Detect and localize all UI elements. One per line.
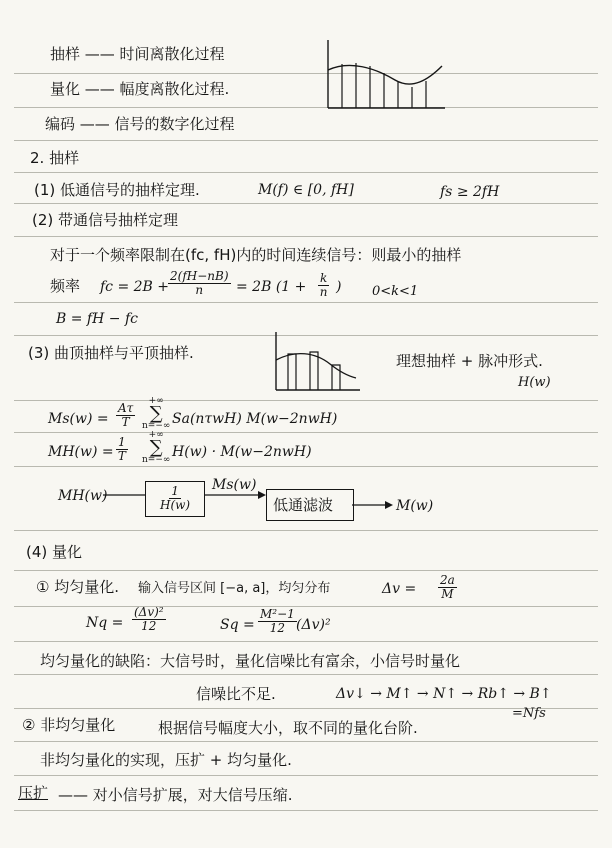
block-mid-label: Ms(w) — [212, 477, 257, 493]
signal-power-den: 12 — [269, 621, 286, 635]
inverse-filter-fraction — [160, 485, 190, 512]
coding-definition: 编码 —— 信号的数字化过程 — [45, 115, 235, 133]
signal-power-lhs: Sq = — [220, 617, 255, 633]
signal-power-fraction — [258, 608, 297, 635]
k-denominator: n — [319, 285, 328, 299]
fraction-numerator: 2(fH−nB) — [170, 269, 229, 283]
flat-top-sampling-label: (3) 曲顶抽样与平顶抽样. — [28, 344, 194, 362]
lowpass-filter-block — [266, 489, 354, 521]
step-size-den: M — [441, 587, 454, 601]
quantization-definition: 量化 —— 幅度离散化过程. — [50, 80, 230, 98]
ms-lhs: Ms(w) = — [48, 411, 109, 427]
sigma-icon: ∑ — [149, 403, 163, 424]
nyquist-condition: fs ≥ 2fH — [440, 184, 500, 200]
mh-coefficient-num: 1 — [118, 435, 126, 449]
step-size-fraction — [438, 574, 457, 601]
lowpass-filter-label: 低通滤波 — [273, 496, 334, 514]
bandpass-eq-rhs: = 2B (1 + — [236, 279, 307, 295]
noise-power-lhs: Nq = — [86, 615, 124, 631]
eq-close-paren: ) — [336, 279, 342, 295]
bandwidth-definition: B = fH − fc — [56, 311, 138, 327]
k-numerator: k — [320, 271, 328, 285]
uniform-quantization-desc: 输入信号区间 [−a, a]，均匀分布 — [138, 581, 331, 596]
nonuniform-quantization-desc: 根据信号幅度大小，取不同的量化台阶. — [158, 719, 418, 737]
bitrate-note: =Nfs — [512, 706, 546, 721]
lowpass-spectrum-formula: M(f) ∈ [0, fH] — [258, 182, 354, 198]
uniform-defect-line2: 信噪比不足. — [196, 685, 276, 703]
nonuniform-quantization-label: ② 非均匀量化 — [22, 716, 116, 734]
ideal-sampling-note: 理想抽样 + 脉冲形式. — [396, 352, 543, 370]
noise-power-den: 12 — [141, 619, 157, 633]
companding-desc: —— 对小信号扩展，对大信号压缩. — [58, 786, 293, 804]
companding-label: 压扩 — [18, 784, 49, 802]
bandpass-theorem-label: (2) 带通信号抽样定理 — [32, 211, 179, 229]
signal-power-num: M²−1 — [260, 607, 295, 621]
section-2-heading: 2. 抽样 — [30, 149, 80, 167]
mh-rhs: H(w) · M(w−2nwH) — [172, 444, 312, 460]
bandpass-fc-lhs: fc = 2B + — [100, 279, 170, 295]
frequency-label: 频率 — [50, 277, 81, 295]
ms-sum-lower: n=−∞ — [142, 421, 171, 431]
k-range: 0<k<1 — [372, 284, 419, 299]
step-size-lhs: Δv = — [382, 581, 417, 597]
inverse-filter-num: 1 — [171, 484, 179, 498]
block-input-label: MH(w) — [58, 488, 108, 504]
ms-coefficient-num: Aτ — [118, 401, 134, 415]
lowpass-theorem-label: (1) 低通信号的抽样定理. — [34, 181, 200, 199]
mh-lhs: MH(w) = — [48, 444, 114, 460]
uniform-quantization-label: ① 均匀量化. — [36, 578, 119, 596]
ms-rhs: Sa(nτwH) M(w−2nwH) — [172, 411, 338, 427]
ms-sum-upper: +∞ — [148, 396, 164, 406]
mh-sum-upper: +∞ — [148, 430, 164, 440]
inverse-filter-den: H(w) — [160, 498, 191, 512]
mh-coefficient-den: T — [117, 449, 126, 463]
bandpass-description: 对于一个频率限制在(fc, fH)内的时间连续信号：则最小的抽样 — [50, 246, 462, 264]
sampling-definition: 抽样 —— 时间离散化过程 — [50, 45, 225, 63]
quantization-chain: Δv↓ → M↑ → N↑ → Rb↑ → B↑ — [336, 686, 552, 702]
step-size-num: 2a — [440, 573, 455, 587]
noise-power-num: (Δv)² — [134, 605, 164, 619]
mh-sum-lower: n=−∞ — [142, 455, 171, 465]
signal-power-rhs: (Δv)² — [296, 617, 331, 633]
block-output-label: M(w) — [396, 498, 434, 514]
nonuniform-implementation: 非均匀量化的实现，压扩 + 均匀量化. — [40, 751, 292, 769]
inverse-filter-block — [145, 481, 205, 517]
ideal-sampling-note-sub: H(w) — [518, 375, 551, 390]
noise-power-fraction — [132, 606, 166, 633]
uniform-defect-line1: 均匀量化的缺陷：大信号时，量化信噪比有富余，小信号时量化 — [40, 652, 461, 670]
ms-coefficient-den: T — [121, 415, 130, 429]
section-4-heading: (4) 量化 — [26, 543, 83, 561]
sigma-icon: ∑ — [149, 437, 163, 458]
fraction-denominator: n — [195, 283, 204, 297]
